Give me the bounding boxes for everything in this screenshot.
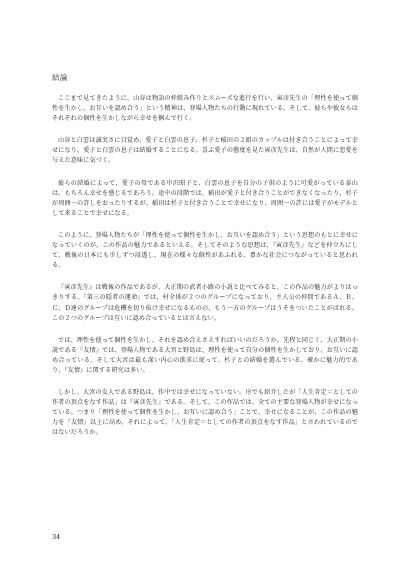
paragraph: では、理性を使って個性を生かし、それを認め合えさえすればいいのだろうか。先程と同じく、大正期の小説である『友情』では、登場人物である大宮と野島は、理性を使って自分の個性を生かしており、お互いに認め合っている。そして大宮は最も深い内心の欲求に従って、杉子との結婚を選んでいる。確かに魅力的であり、『友情』に関する研究は多い。	[52, 336, 358, 374]
paragraph: 彼らの結婚によって、愛子の母である中沢昭子と、白雲の息子を自分の子供のように可愛がっている泰山は、もちろん幸せを感じるであろう。途中の段階では、稲田が愛子と付き合うことができなくなったり、杉子が周囲一の許しをおったりするが、稲田は杉子と付き合うことで幸せになり、周囲一の許には愛子がモデルとして来ることで幸せになる。	[52, 179, 358, 217]
paragraph: 『寅彦先生』は戦後の作品であるが、大正期の武者小路の小説と比べてみると、この作品の魅力がよりはっきりする。『第三の隠者の運命』では、村全体が２つのグループになっており、主人公の仲間であるＡ、Ｂ、Ｃ、Ｄ達のグループは危機を切り抜け幸せになるものの、もう一方のグループはうそをついたことがばれる。この２つのグループは互いに認め合っているとは言えない。	[52, 284, 358, 322]
paragraph: 山谷と白雲は誠実さに目覚め、愛子と白雲の息子、杉子と稲田の２組のカップルは付き合うことによって幸せになり、愛子と白雲の息子は結婚することになる。喜ぶ愛子の態度を見た寅彦先生は、自然が人間に恋愛を与えた意味に気づく。	[52, 137, 358, 165]
page-number: 34	[52, 533, 61, 541]
paragraph: このように、登場人物たちが「理性を使って個性を生かし、お互いを認め合う」という思想のもとに幸せになっていくのが、この作品の魅力であるといえる。そしてそのような思想は、『寅彦先生』などを仲立ちにして、戦後の日本にも少しずつ浸透し、現在の様々な個性があふれる、豊かな社会につながっていると思われる。	[52, 231, 358, 270]
section-heading: 結論	[52, 73, 68, 82]
body-text	[52, 94, 358, 451]
paragraph: しかし、大宮の友人である野島は、作中では幸せになっていない。序でも紹介したが「人生肯定＝としての作者の頂点をなす作品」は『寅彦先生』である。そして、この作品では、全ての主要な登場人物が幸せになっている。つまり「理性を使って個性を生かし、お互いに認め合う」ことで、幸せになることが、この作品の魅力を『友情』以上に高め、それによって、「人生肯定＝としての作者の頂点をなす作品」と言われているのではないだろうか。	[52, 389, 358, 437]
paragraph: ここまで見てきたように、山谷は物語の枠組み作りとスムーズな進行を行い、寅彦先生の「理性を使って個性を生かし、お互いを認め合う」という精神は、登場人物たちの行動に現れている。そして、彼らや彼女らはそれぞれの個性を生かしながら幸せを掴んで行く。	[52, 95, 358, 123]
